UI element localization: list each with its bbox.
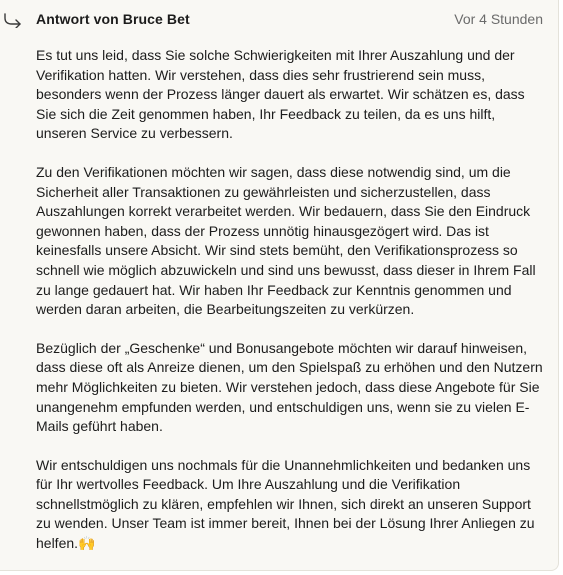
reply-paragraph: Wir entschuldigen uns nochmals für die Unannehmlichkeiten und bedanken uns für Ihr wertvolles Feedback. Um Ihre Auszahlung und die Verifikation schnellstmöglich zu klären, empfehlen wir Ihnen, sich direkt an unseren Support zu wenden. Unser Team ist immer bereit, Ihnen bei der Lösung Ihrer Anliegen zu helfen.🙌: [36, 456, 535, 552]
reply-body: [36, 46, 548, 554]
reply-paragraph: Bezüglich der „Geschenke“ und Bonusangebote möchten wir darauf hinweisen, dass diese oft als Anreize dienen, um den Spielspaß zu erhöhen und den Nutzern mehr Möglichkeiten zu bieten. Wir verstehen jedoch, dass diese Angebote für Sie unangenehm empfunden werden, und entschuldigen uns, wenn sie zu vielen E-Mails geführt haben.: [36, 339, 543, 435]
reply-paragraph: Es tut uns leid, dass Sie solche Schwierigkeiten mit Ihrer Auszahlung und der Verifikation hatten. Wir verstehen, dass dies sehr frustrierend sein muss, besonders wenn der Prozess länger dauert als erwartet. Wir schätzen es, dass Sie sich die Zeit genommen haben, Ihr Feedback zu teilen, da es uns hilft, unseren Service zu verbessern.: [36, 47, 525, 142]
reply-arrow-icon: [3, 12, 23, 28]
reply-timestamp: Vor 4 Stunden: [454, 11, 543, 27]
reply-title: Antwort von Bruce Bet: [36, 11, 190, 27]
reply-paragraph: Zu den Verifikationen möchten wir sagen, dass diese notwendig sind, um die Sicherheit aller Transaktionen zu gewährleisten und sicherzustellen, dass Auszahlungen korrekt verarbeitet werden. Wir bedauern, dass Sie den Eindruck gewonnen haben, dass der Prozess unnötig hinausgezögert wird. Das ist keinesfalls unsere Absicht. Wir sind stets bemüht, den Verifikationsprozess so schnell wie möglich abzuwickeln und sind uns bewusst, dass dieser in Ihrem Fall zu lange gedauert hat. Wir haben Ihr Feedback zur Kenntnis genommen und werden daran arbeiten, die Bearbeitungszeiten zu verkürzen.: [36, 163, 536, 318]
